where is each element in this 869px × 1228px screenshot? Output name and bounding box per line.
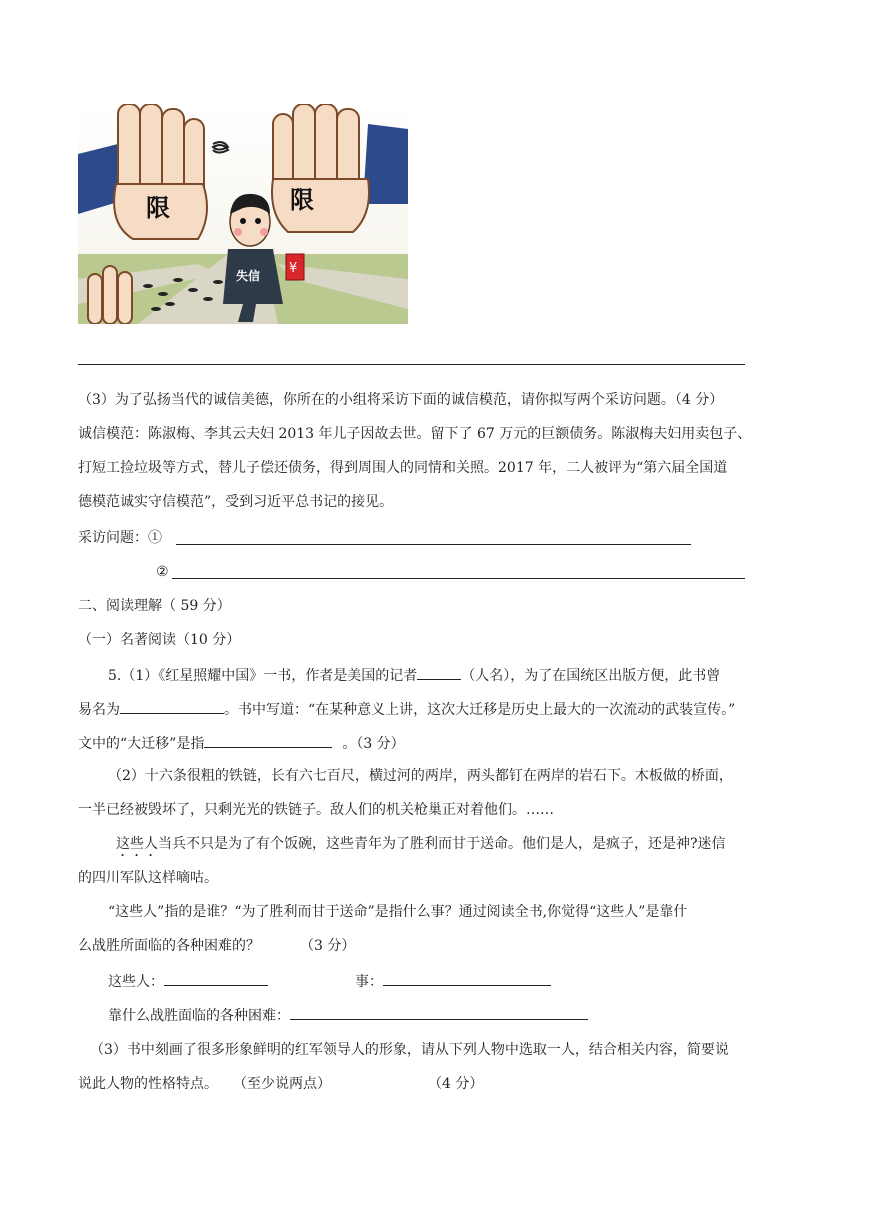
interview-second-label: ② xyxy=(156,564,169,580)
q5-2-question-line-2: 么战胜所面临的各种困难的？ （3 分） xyxy=(78,938,356,954)
q3-model-line-2: 打短工捡垃圾等方式，替儿子偿还债务，得到周围人的同情和关照。2017 年，二人被评为“第六届全国道 xyxy=(78,460,728,476)
interview-question-1 xyxy=(78,528,162,548)
how-blank[interactable] xyxy=(290,1004,588,1020)
right-palm-char: 限 xyxy=(290,186,314,214)
q3-model-line-1: 诚信模范：陈淑梅、李其云夫妇 2013 年儿子因故去世。留下了 67 万元的巨额债务。陈淑梅夫妇用卖包子、 xyxy=(78,426,752,442)
q5-3-line-2: 说此人物的性格特点。 （至少说两点） （4 分） xyxy=(78,1076,484,1092)
q5-1-line-2: 易名为 。书中写道：“在某种意义上讲，这次大迁移是历史上最大的一次流动的武装宣传。” xyxy=(78,698,735,720)
q5-1-line-3: 文中的“大迁移”是指 。（3 分） xyxy=(78,732,405,754)
section-2-title: 二、阅读理解（ 59 分） xyxy=(78,598,231,614)
left-palm-char: 限 xyxy=(146,194,170,222)
interview-label: 采访问题：① xyxy=(78,530,162,546)
q5-2-question-line-1: “这些人”指的是谁？“为了胜利而甘于送命”是指什么事？通过阅读全书,你觉得“这些人”是靠什 xyxy=(108,904,688,920)
answer-event-row: 事： xyxy=(355,970,551,992)
right-hand xyxy=(272,104,369,232)
q3-prompt: （3）为了弘扬当代的诚信美德，你所在的小组将采访下面的诚信模范，请你拟写两个采访问题。（4 分） xyxy=(78,392,724,408)
interview-blank-2[interactable] xyxy=(172,578,745,579)
answer-how-row: 靠什么战胜面临的各种困难： xyxy=(108,1004,588,1026)
answer-people-row: 这些人： xyxy=(108,970,268,992)
q5-2-line-2: 一半已经被毁坏了，只剩光光的铁链子。敌人们的机关枪巢正对着他们。…… xyxy=(78,802,554,818)
alt-title-blank[interactable] xyxy=(120,698,224,714)
shirt-text: 失信 xyxy=(236,269,261,283)
people-blank[interactable] xyxy=(164,970,268,986)
interview-blank-1[interactable] xyxy=(176,544,691,545)
interview-question-2 xyxy=(156,562,169,582)
section-2-sub-1: （一）名著阅读（10 分） xyxy=(78,632,241,648)
q5-1-line-1: 5.（1）《红星照耀中国》一书，作者是美国的记者 （人名），为了在国统区出版方便，此书曾 xyxy=(108,664,720,686)
q5-2-line-1: （2）十六条很粗的铁链，长有六七百尺，横过河的两岸，两头都钉在两岸的岩石下。木板做的桥面， xyxy=(108,768,733,784)
these-people-emphasis: 这些人 xyxy=(116,836,158,852)
q5-3-line-1: （3）书中刻画了很多形象鲜明的红军领导人的形象，请从下列人物中选取一人，结合相关内容，简要说 xyxy=(90,1042,729,1058)
migration-blank[interactable] xyxy=(204,732,332,748)
author-blank[interactable] xyxy=(417,664,461,680)
integrity-cartoon xyxy=(78,104,408,324)
q5-2-line-3: 这些人当兵不只是为了有个饭碗，这些青年为了胜利而甘于送命。他们是人，是疯子，还是神?迷信 xyxy=(116,836,726,852)
event-blank[interactable] xyxy=(383,970,551,986)
answer-rule-1 xyxy=(78,364,745,365)
q5-2-line-4: 的四川军队这样嘀咕。 xyxy=(78,870,218,886)
card-text: ¥ xyxy=(289,261,298,276)
q3-model-line-3: 德模范诚实守信模范”，受到习近平总书记的接见。 xyxy=(78,494,394,510)
